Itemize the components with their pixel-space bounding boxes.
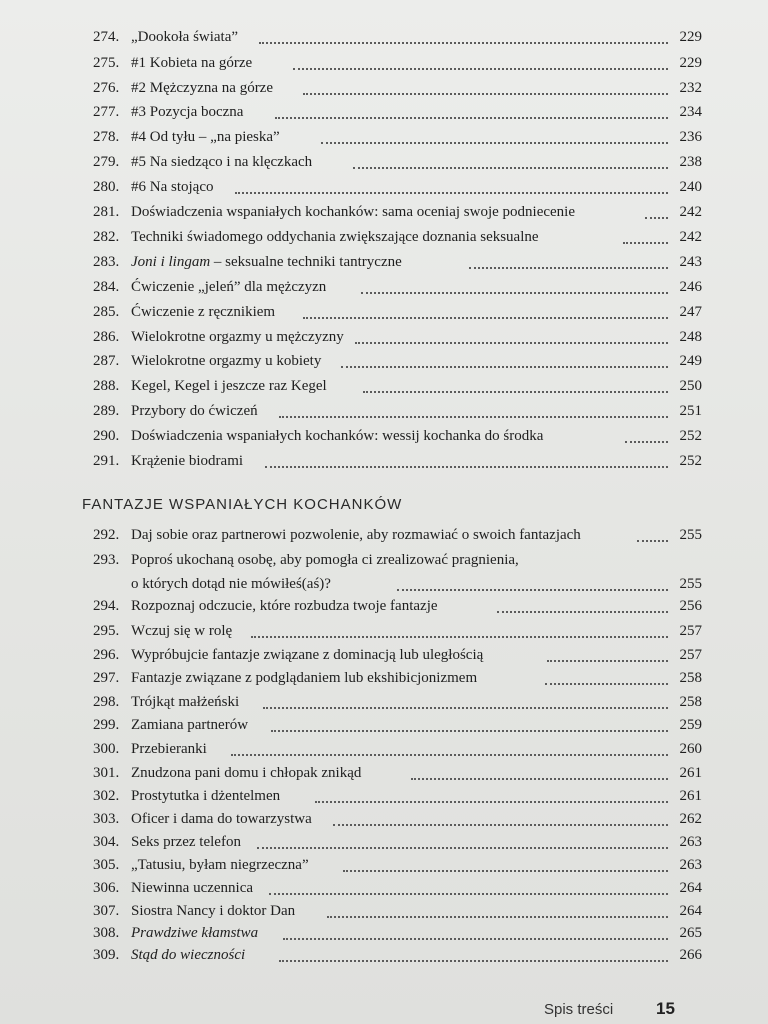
entry-number: 275. [93,55,120,71]
entry-title: Techniki świadomego oddychania zwiększające doznania seksualne [131,229,539,245]
entry-page: 232 [679,80,702,96]
entry-page: 265 [679,925,702,941]
entry-page: 250 [679,378,702,394]
entry-number: 308. [93,925,120,941]
entry-page: 249 [679,353,702,369]
entry-number: 290. [93,428,120,444]
entry-number: 274. [93,29,120,45]
leader-dots [547,638,668,662]
entry-title: Prostytutka i dżentelmen [131,788,281,804]
leader-dots [645,195,668,219]
entry-number: 306. [93,880,120,896]
leader-dots [361,270,668,294]
entry-title: Ćwiczenie z ręcznikiem [131,304,276,320]
entry-number: 278. [93,129,120,145]
entry-page: 261 [679,765,702,781]
entry-title: Wypróbujcie fantazje związane z dominacją lub uległością [131,647,484,663]
leader-dots [327,894,668,918]
toc-entry-281 [93,201,702,223]
entry-number: 304. [93,834,120,850]
entry-page: 258 [679,694,702,710]
entry-title: „Tatusiu, byłam niegrzeczna” [131,857,309,873]
entry-number: 307. [93,903,120,919]
leader-dots [265,444,668,468]
entry-number: 288. [93,378,120,394]
entry-title: Fantazje związane z podglądaniem lub ekshibicjonizmem [131,670,478,686]
entry-title: Niewinna uczennica [131,880,254,896]
entry-title: Kegel, Kegel i jeszcze raz Kegel [131,378,327,394]
leader-dots [263,685,668,709]
entry-number: 283. [93,254,120,270]
entry-page: 234 [679,104,702,120]
entry-title: Doświadczenia wspaniałych kochanków: wessij kochanka do środka [131,428,544,444]
leader-dots [545,661,668,685]
leader-dots [235,170,668,194]
entry-page: 260 [679,741,702,757]
entry-title: Znudzona pani domu i chłopak znikąd [131,765,362,781]
entry-number: 301. [93,765,120,781]
entry-number: 289. [93,403,120,419]
entry-title: Siostra Nancy i doktor Dan [131,903,296,919]
entry-number: 300. [93,741,120,757]
leader-dots [343,848,668,872]
entry-page: 257 [679,647,702,663]
entry-number: 280. [93,179,120,195]
entry-title: Doświadczenia wspaniałych kochanków: sama oceniaj swoje podniecenie [131,204,576,220]
entry-title: #1 Kobieta na górze [131,55,253,71]
leader-dots [625,419,668,443]
entry-page: 259 [679,717,702,733]
entry-title-italic: Joni i lingam [131,254,211,270]
leader-dots [303,295,668,319]
entry-page: 229 [679,29,702,45]
entry-number: 282. [93,229,120,245]
entry-title: Przebieranki [131,741,207,757]
entry-number: 276. [93,80,120,96]
leader-dots [303,71,668,95]
entry-title-rest: – seksualne techniki tantryczne [210,254,402,270]
entry-number: 299. [93,717,120,733]
entry-page: 264 [679,880,702,896]
entry-page: 255 [679,576,702,592]
leader-dots [251,614,668,638]
entry-page: 266 [679,947,702,963]
entry-page: 251 [679,403,702,419]
entry-number: 277. [93,104,120,120]
entry-number: 298. [93,694,120,710]
entry-title [131,944,249,966]
toc-entry-289 [93,400,702,422]
leader-dots [397,567,668,591]
entry-title: Zamiana partnerów [131,717,249,733]
entry-page: 242 [679,229,702,245]
entry-title: Daj sobie oraz partnerowi pozwolenie, aby rozmawiać o swoich fantazjach [131,527,581,543]
entry-number: 295. [93,623,120,639]
entry-title: Oficer i dama do towarzystwa [131,811,312,827]
leader-dots [469,245,668,269]
entry-title: #5 Na siedząco i na klęczkach [131,154,313,170]
entry-page: 258 [679,670,702,686]
entry-page: 247 [679,304,702,320]
toc-entry-309 [93,944,702,966]
entry-title: #3 Pozycja boczna [131,104,244,120]
entry-page: 263 [679,834,702,850]
leader-dots [353,145,668,169]
entry-page: 229 [679,55,702,71]
entry-title: Poproś ukochaną osobę, aby pomogła ci zrealizować pragnienia, [131,552,519,568]
entry-title: Rozpoznaj odczucie, które rozbudza twoje fantazje [131,598,438,614]
entry-page: 238 [679,154,702,170]
leader-dots [257,825,668,849]
entry-title-continued: o których dotąd nie mówiłeś(aś)? [131,576,331,592]
entry-number: 281. [93,204,120,220]
toc-entry-280 [93,176,702,198]
entry-page: 262 [679,811,702,827]
leader-dots [259,20,668,44]
section-heading: FANTAZJE WSPANIAŁYCH KOCHANKÓW [82,496,403,513]
entry-title-italic: Prawdziwe kłamstwa [131,925,259,941]
entry-number: 305. [93,857,120,873]
entry-page: 252 [679,453,702,469]
leader-dots [355,320,668,344]
entry-page: 242 [679,204,702,220]
entry-page: 261 [679,788,702,804]
leader-dots [293,46,668,70]
toc-entry-292 [93,524,702,546]
leader-dots [275,95,668,119]
entry-number: 286. [93,329,120,345]
leader-dots [283,916,668,940]
toc-entry-274 [93,26,702,48]
entry-number: 279. [93,154,120,170]
entry-page: 252 [679,428,702,444]
entry-title: Seks przez telefon [131,834,241,850]
leader-dots [271,708,668,732]
toc-entry-291 [93,450,702,472]
entry-page: 243 [679,254,702,270]
entry-number: 293. [93,552,120,568]
leader-dots [321,120,668,144]
entry-page: 246 [679,279,702,295]
entry-title: #4 Od tyłu – „na pieska” [131,129,280,145]
entry-page: 263 [679,857,702,873]
leader-dots [341,344,668,368]
running-footer-label: Spis treści [544,1001,614,1018]
entry-title-italic: Stąd do wieczności [131,947,246,963]
leader-dots [333,802,668,826]
entry-page: 248 [679,329,702,345]
entry-title: Wczuj się w rolę [131,623,233,639]
leader-dots [279,394,668,418]
entry-page: 256 [679,598,702,614]
entry-number: 302. [93,788,120,804]
leader-dots [363,369,668,393]
leader-dots [623,220,668,244]
entry-number: 309. [93,947,120,963]
entry-title: Wielokrotne orgazmy u kobiety [131,353,322,369]
leader-dots [279,938,668,962]
leader-dots [269,871,668,895]
entry-number: 294. [93,598,120,614]
leader-dots [497,589,668,613]
entry-title [131,922,262,944]
leader-dots [315,779,668,803]
entry-number: 284. [93,279,120,295]
entry-number: 287. [93,353,120,369]
entry-title: #6 Na stojąco [131,179,214,195]
entry-number: 303. [93,811,120,827]
page-number: 15 [656,999,675,1018]
leader-dots [411,756,668,780]
leader-dots [231,732,668,756]
entry-number: 291. [93,453,120,469]
entry-title: Przybory do ćwiczeń [131,403,258,419]
entry-title: Krążenie biodrami [131,453,244,469]
entry-number: 285. [93,304,120,320]
entry-page: 255 [679,527,702,543]
leader-dots [637,518,668,542]
entry-page: 236 [679,129,702,145]
entry-title: Ćwiczenie „jeleń” dla mężczyzn [131,279,327,295]
entry-number: 292. [93,527,120,543]
entry-title: „Dookoła świata” [131,29,239,45]
entry-page: 257 [679,623,702,639]
entry-number: 297. [93,670,120,686]
entry-title: Trójkąt małżeński [131,694,240,710]
entry-page: 264 [679,903,702,919]
entry-number: 296. [93,647,120,663]
entry-title: Wielokrotne orgazmy u mężczyzny [131,329,344,345]
entry-page: 240 [679,179,702,195]
entry-title: #2 Mężczyzna na górze [131,80,274,96]
